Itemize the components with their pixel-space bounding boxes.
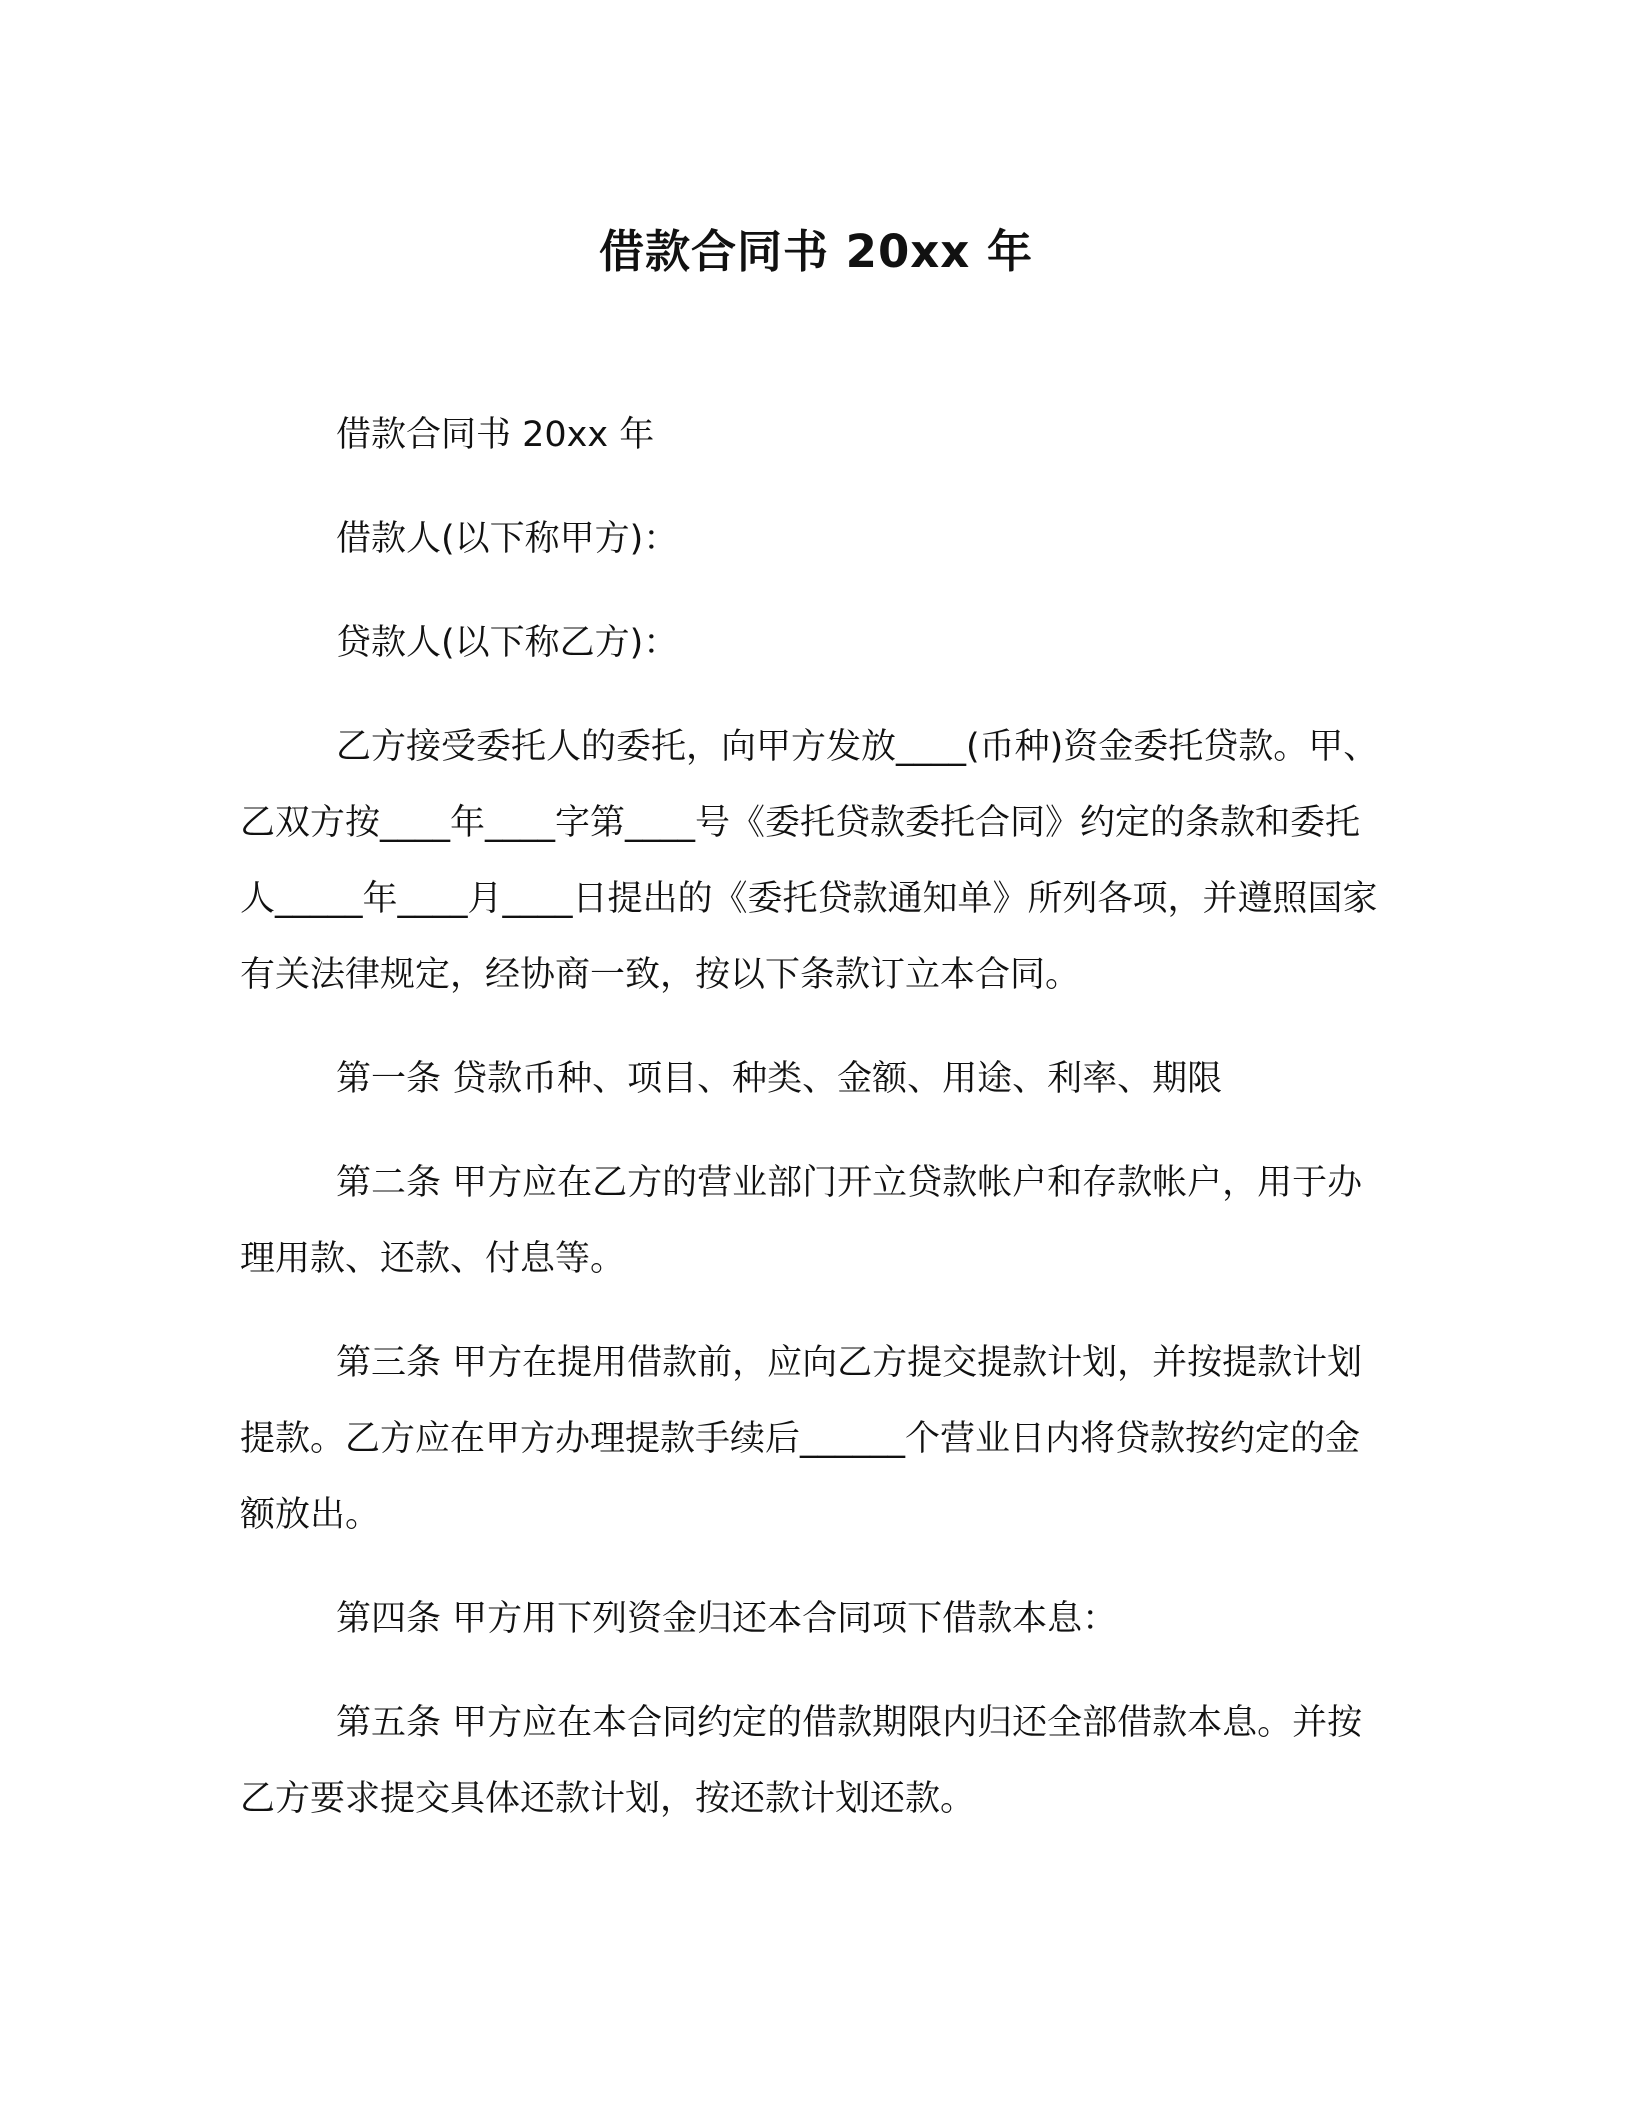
paragraph-article-2: 第二条 甲方应在乙方的营业部门开立贷款帐户和存款帐户，用于办理用款、还款、付息等。 xyxy=(240,1163,1363,1279)
paragraph-article-4: 第四条 甲方用下列资金归还本合同项下借款本息： xyxy=(336,1599,1118,1639)
document-title: 借款合同书 20xx 年 xyxy=(598,225,1033,278)
paragraph-article-3: 第三条 甲方在提用借款前，应向乙方提交提款计划，并按提款计划提款。乙方应在甲方办理提款手续后______个营业日内将贷款按约定的金额放出。 xyxy=(240,1343,1363,1535)
paragraph-article-5: 第五条 甲方应在本合同约定的借款期限内归还全部借款本息。并按乙方要求提交具体还款计划，按还款计划还款。 xyxy=(240,1703,1363,1819)
paragraph-borrower: 借款人(以下称甲方)： xyxy=(336,519,679,559)
paragraph-lender: 贷款人(以下称乙方)： xyxy=(336,623,679,663)
paragraph-heading-repeat: 借款合同书 20xx 年 xyxy=(336,415,655,455)
paragraph-preamble: 乙方接受委托人的委托，向甲方发放____(币种)资金委托贷款。甲、乙双方按____年____字第____号《委托贷款委托合同》约定的条款和委托人_____年____月____日提出的《委托贷款通知单》所列各项，并遵照国家有关法律规定，经协商一致，按以下条款订立本合同。 xyxy=(240,727,1379,995)
document-body xyxy=(240,397,1392,1837)
paragraph-article-1: 第一条 贷款币种、项目、种类、金额、用途、利率、期限 xyxy=(336,1059,1223,1099)
